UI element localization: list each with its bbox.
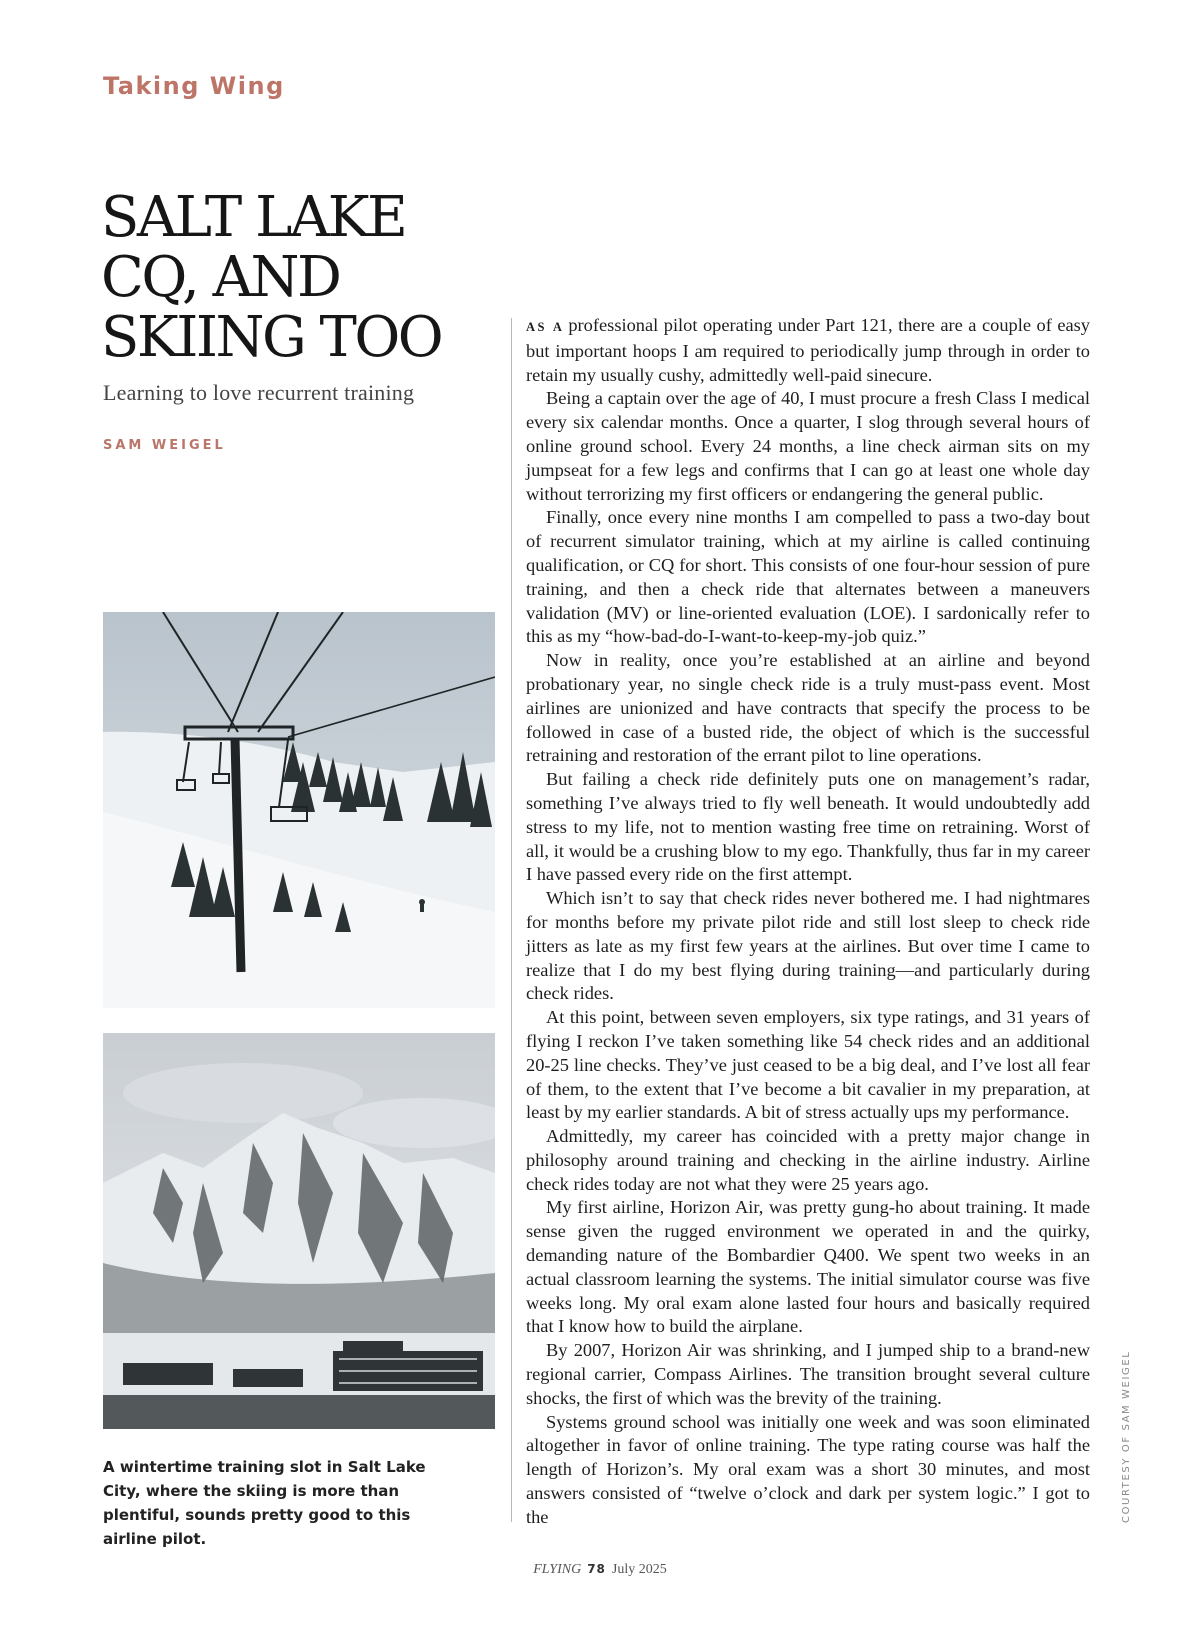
body-paragraph: Admittedly, my career has coincided with a pretty major change in philosophy around training and checking in the airline industry. Airline check rides today are not what they were 25 years ago. — [526, 1126, 1090, 1194]
body-paragraph: Being a captain over the age of 40, I must procure a fresh Class I medical every six calendar months. Once a quarter, I slog through several hours of online ground school. Every 24 months, a line check airman sits on my jumpseat for a few legs and confirms that I can go at least one whole day without terrorizing my first officers or endangering the general public. — [526, 388, 1090, 504]
body-paragraph: My first airline, Horizon Air, was pretty gung-ho about training. It made sense given the rugged environment we operated in and the quirky, demanding nature of the Bombardier Q400. We spent two weeks in an actual classroom learning the systems. The initial simulator course was five weeks long. My oral exam alone lasted four hours and basically required that I know how to build the airplane. — [526, 1197, 1090, 1337]
body-paragraph: But failing a check ride definitely puts one on management’s radar, something I’ve always tried to fly well beneath. It would undoubtedly add stress to my life, not to mention wasting free time on retraining. Worst of all, it would be a crushing blow to my ego. Thankfully, thus far in my career I have passed every ride on the first attempt. — [526, 769, 1090, 885]
article-body — [526, 314, 1090, 1530]
body-paragraph: Which isn’t to say that check rides never bothered me. I had nightmares for months before my private pilot ride and still lost sleep to check ride jitters as late as my first few years at the airlines. But over time I came to realize that I do my best flying during training—and particularly during check rides. — [526, 888, 1090, 1004]
paragraph-text: professional pilot operating under Part 121, there are a couple of easy but important hoops I am required to periodically jump through in order to retain my usually cushy, admittedly well-paid sinecure. — [526, 315, 1090, 385]
deck-subtitle: Learning to love recurrent training — [103, 380, 415, 405]
body-paragraph — [526, 314, 1090, 387]
photo-credit: COURTESY OF SAM WEIGEL — [1121, 1350, 1132, 1523]
photo-caption: A wintertime training slot in Salt Lake City, where the skiing is more than plentiful, sounds pretty good to this airline pilot. — [103, 1458, 426, 1548]
page-number: 78 — [587, 1562, 606, 1576]
body-paragraph: At this point, between seven employers, six type ratings, and 31 years of flying I reckon I’ve taken something like 54 check rides and an additional 20-25 line checks. They’ve just ceased to be a big deal, and I’ve lost all fear of them, to the extent that I’ve become a bit cavalier in my preparation, at least by my earlier standards. A bit of stress actually ups my performance. — [526, 1007, 1090, 1123]
section-label: Taking Wing — [103, 72, 285, 100]
column-divider — [511, 318, 512, 1522]
headline-line: SALT LAKE — [101, 185, 406, 250]
body-paragraph: Systems ground school was initially one week and was soon eliminated altogether in favor of online training. The type rating course was half the length of Horizon’s. My oral exam was a short 30 minutes, and most answers consisted of “twelve o’clock and dark per system logic.” I got to the — [526, 1411, 1090, 1527]
headline-line: CQ, AND — [101, 245, 340, 310]
body-paragraph: Finally, once every nine months I am compelled to pass a two-day bout of recurrent simulator training, which at my airline is called continuing qualification, or CQ for short. This consists of one four-hour session of pure training, and then a check ride that alternates between a maneuvers validation (MV) or line-oriented evaluation (LOE). I sardonically refer to this as my “how-bad-do-I-want-to-keep-my-job quiz.” — [526, 507, 1090, 647]
headline — [101, 185, 501, 370]
body-paragraph: By 2007, Horizon Air was shrinking, and I jumped ship to a brand-new regional carrier, Compass Airlines. The transition brought several culture shocks, the first of which was the brevity of the training. — [526, 1340, 1090, 1408]
headline-line: SKIING TOO — [101, 305, 442, 370]
mountain-photo — [103, 1033, 495, 1429]
byline: SAM WEIGEL — [103, 438, 226, 453]
page-footer — [0, 1562, 1200, 1578]
lead-in: AS A — [526, 320, 565, 334]
issue-date: July 2025 — [611, 1562, 667, 1577]
magazine-name: FLYING — [533, 1562, 582, 1577]
body-paragraph: Now in reality, once you’re established at an airline and beyond probationary year, no single check ride is a truly must-pass event. Most airlines are unionized and have contracts that specify the process to be followed in case of a busted ride, the object of which is the successful retraining and restoration of the errant pilot to line operations. — [526, 650, 1090, 766]
ski-lift-photo — [103, 612, 495, 1008]
